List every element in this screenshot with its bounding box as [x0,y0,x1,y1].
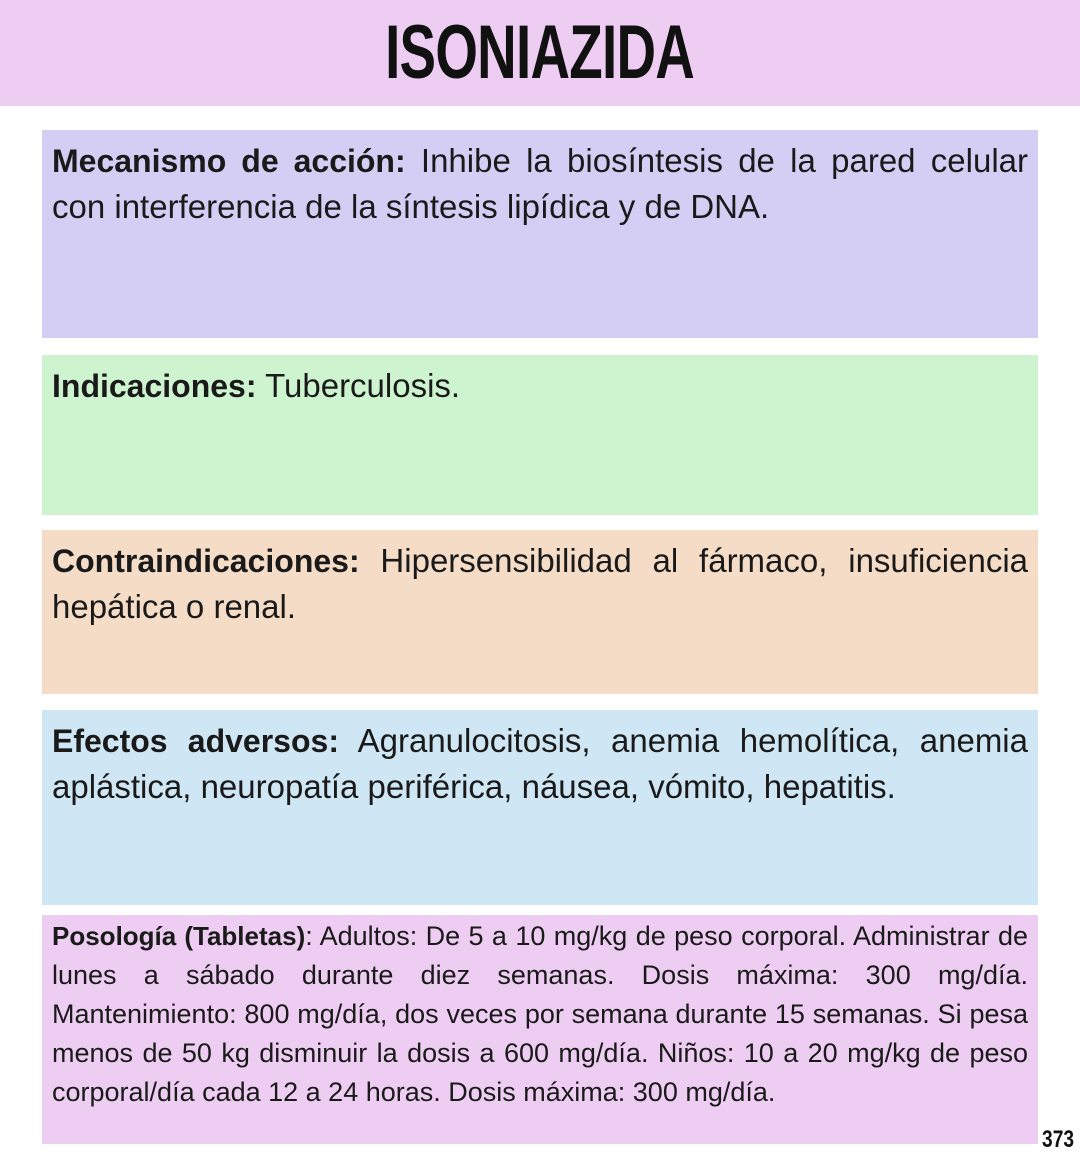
section-mecanismo-de-accion [42,130,1038,338]
efectos-label: Efectos adversos: [52,723,339,759]
indicaciones-label: Indicaciones: [52,368,257,404]
indicaciones-paragraph [52,363,1028,409]
page-title: ISONIAZIDA [385,10,695,95]
mecanismo-text: Inhibe la biosíntesis de la pared celular con interferencia de la síntesis lipídica y de DNA. [52,142,1029,225]
indicaciones-text: Tuberculosis. [256,367,461,404]
mecanismo-label: Mecanismo de acción: [52,143,406,179]
title-banner [0,0,1080,106]
contraindicaciones-text: Hipersensibilidad al fármaco, insuficiencia hepática o renal. [52,542,1028,625]
section-efectos-adversos [42,710,1038,905]
efectos-text: Agranulocitosis, anemia hemolítica, anemia aplástica, neuropatía periférica, náusea, vómito, hepatitis. [52,722,1028,805]
posologia-text: : Adultos: De 5 a 10 mg/kg de peso corporal. Administrar de lunes a sábado durante diez semanas. Dosis máxima: 300 mg/día. Mantenimiento: 800 mg/día, dos veces por semana durante 15 semanas. Si pesa menos de 50 kg disminuir la dosis a 600 mg/día. Niños: 10 a 20 mg/kg de peso corporal/día cada 12 a 24 horas. Dosis máxima: 300 mg/día. [52,921,1028,1107]
page-number: 373 [1041,1126,1074,1153]
contraindicaciones-paragraph [52,538,1028,630]
section-posologia [42,915,1038,1144]
posologia-label: Posología (Tabletas) [52,921,306,951]
mecanismo-paragraph [52,138,1028,230]
posologia-paragraph [52,917,1028,1112]
section-indicaciones [42,355,1038,515]
contraindicaciones-label: Contraindicaciones: [52,543,360,579]
efectos-paragraph [52,718,1028,810]
section-contraindicaciones [42,530,1038,694]
